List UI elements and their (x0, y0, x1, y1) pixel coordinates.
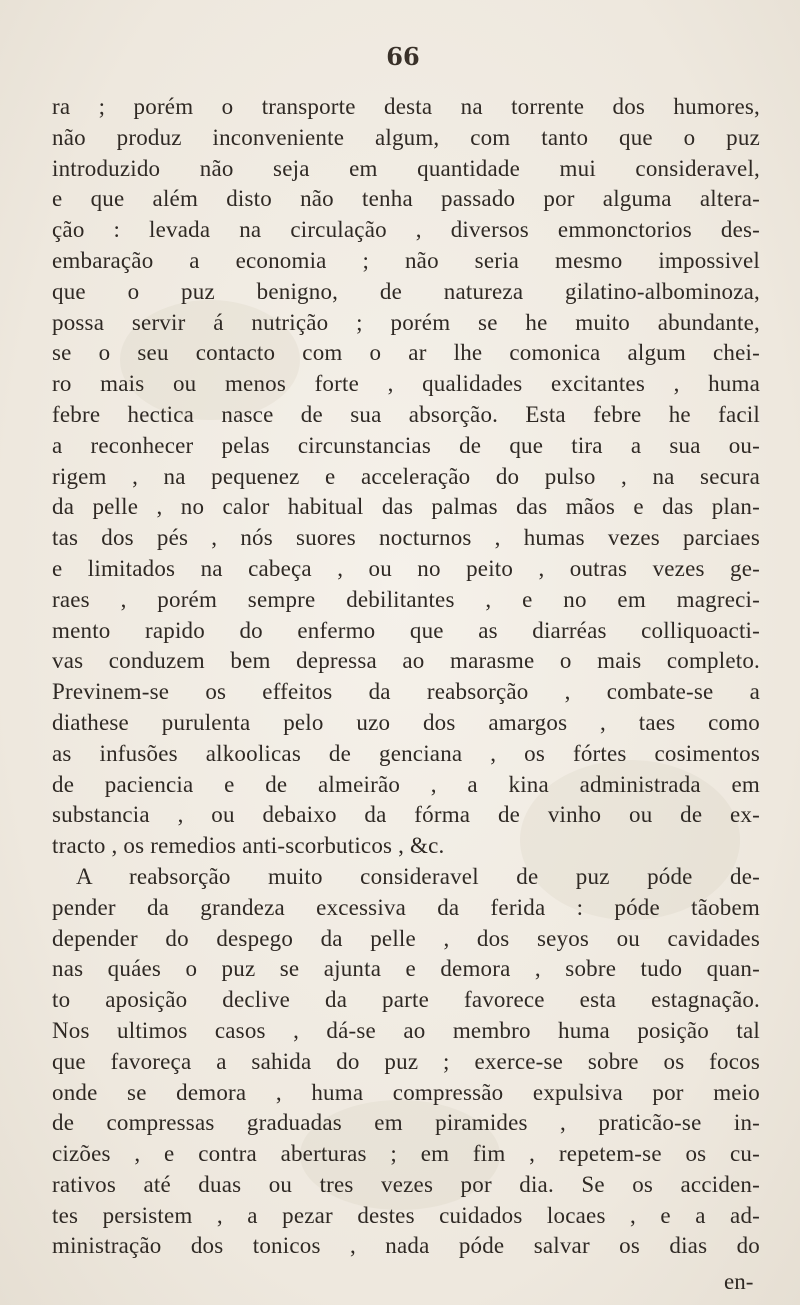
text-line: a reconhecer pelas circunstancias de que tira a sua ou- (52, 432, 760, 458)
text-line: depender do despego da pelle , dos seyos ou cavidades (52, 925, 760, 951)
text-line: raes , porém sempre debilitantes , e no em magreci- (52, 586, 760, 612)
text-line: to aposição declive da parte favorece esta estagnação. (52, 987, 760, 1013)
text-line: vas conduzem bem depressa ao marasme o mais completo. (52, 648, 760, 674)
text-line: ção : levada na circulação , diversos emmonctorios des- (52, 217, 760, 243)
text-line: da pelle , no calor habitual das palmas das mãos e das plan- (52, 494, 760, 520)
text-line: Previnem-se os effeitos da reabsorção , combate-se a (52, 679, 760, 705)
text-line: introduzido não seja em quantidade mui consideravel, (52, 155, 760, 181)
text-line: de compressas graduadas em piramides , praticão-se in- (52, 1110, 760, 1136)
page-number: 66 (386, 42, 420, 71)
text-line: tracto , os remedios anti-scorbuticos , &c. (52, 833, 445, 859)
text-line: as infusões alkoolicas de genciana , os fórtes cosimentos (52, 740, 760, 766)
text-line: febre hectica nasce de sua absorção. Esta febre he facil (52, 401, 760, 427)
text-line: Nos ultimos casos , dá-se ao membro huma posição tal (52, 1017, 760, 1043)
text-line: e limitados na cabeça , ou no peito , outras vezes ge- (52, 555, 760, 581)
text-line: rativos até duas ou tres vezes por dia. Se os acciden- (52, 1171, 760, 1197)
text-line: ministração dos tonicos , nada póde salvar os dias do (52, 1233, 760, 1259)
text-line: diathese purulenta pelo uzo dos amargos , taes como (52, 709, 760, 735)
text-line: não produz inconveniente algum, com tanto que o puz (52, 124, 760, 150)
text-line: possa servir á nutrição ; porém se he muito abundante, (52, 309, 760, 335)
text-line: rigem , na pequenez e acceleração do pulso , na secura (52, 463, 760, 489)
text-line: tas dos pés , nós suores nocturnos , humas vezes parciaes (52, 525, 760, 551)
text-line: mento rapido do enfermo que as diarréas colliquoacti- (52, 617, 760, 643)
body-text (52, 92, 760, 1262)
text-line: ra ; porém o transporte desta na torrente dos humores, (52, 94, 760, 119)
paragraph-start-line: A reabsorção muito consideravel de puz póde de- (76, 863, 760, 889)
text-line: que favoreça a sahida do puz ; exerce-se sobre os focos (52, 1048, 760, 1074)
text-line: cizões , e contra aberturas ; em fim , repetem-se os cu- (52, 1141, 760, 1167)
text-line: e que além disto não tenha passado por alguma altera- (52, 186, 760, 212)
text-line: tes persistem , a pezar destes cuidados locaes , e a ad- (52, 1202, 760, 1228)
text-line: que o puz benigno, de natureza gilatino-albominoza, (52, 278, 760, 304)
text-line: ro mais ou menos forte , qualidades excitantes , huma (52, 371, 760, 397)
text-line: embaração a economia ; não seria mesmo impossivel (52, 247, 760, 273)
text-line: pender da grandeza excessiva da ferida : póde tãobem (52, 894, 760, 920)
catchword: en- (724, 1269, 754, 1294)
text-line: onde se demora , huma compressão expulsiva por meio (52, 1079, 760, 1105)
text-line: se o seu contacto com o ar lhe comonica algum chei- (52, 340, 760, 366)
text-line: de paciencia e de almeirão , a kina administrada em (52, 771, 760, 797)
text-line: substancia , ou debaixo da fórma de vinho ou de ex- (52, 802, 760, 828)
text-line: nas quáes o puz se ajunta e demora , sobre tudo quan- (52, 956, 760, 982)
